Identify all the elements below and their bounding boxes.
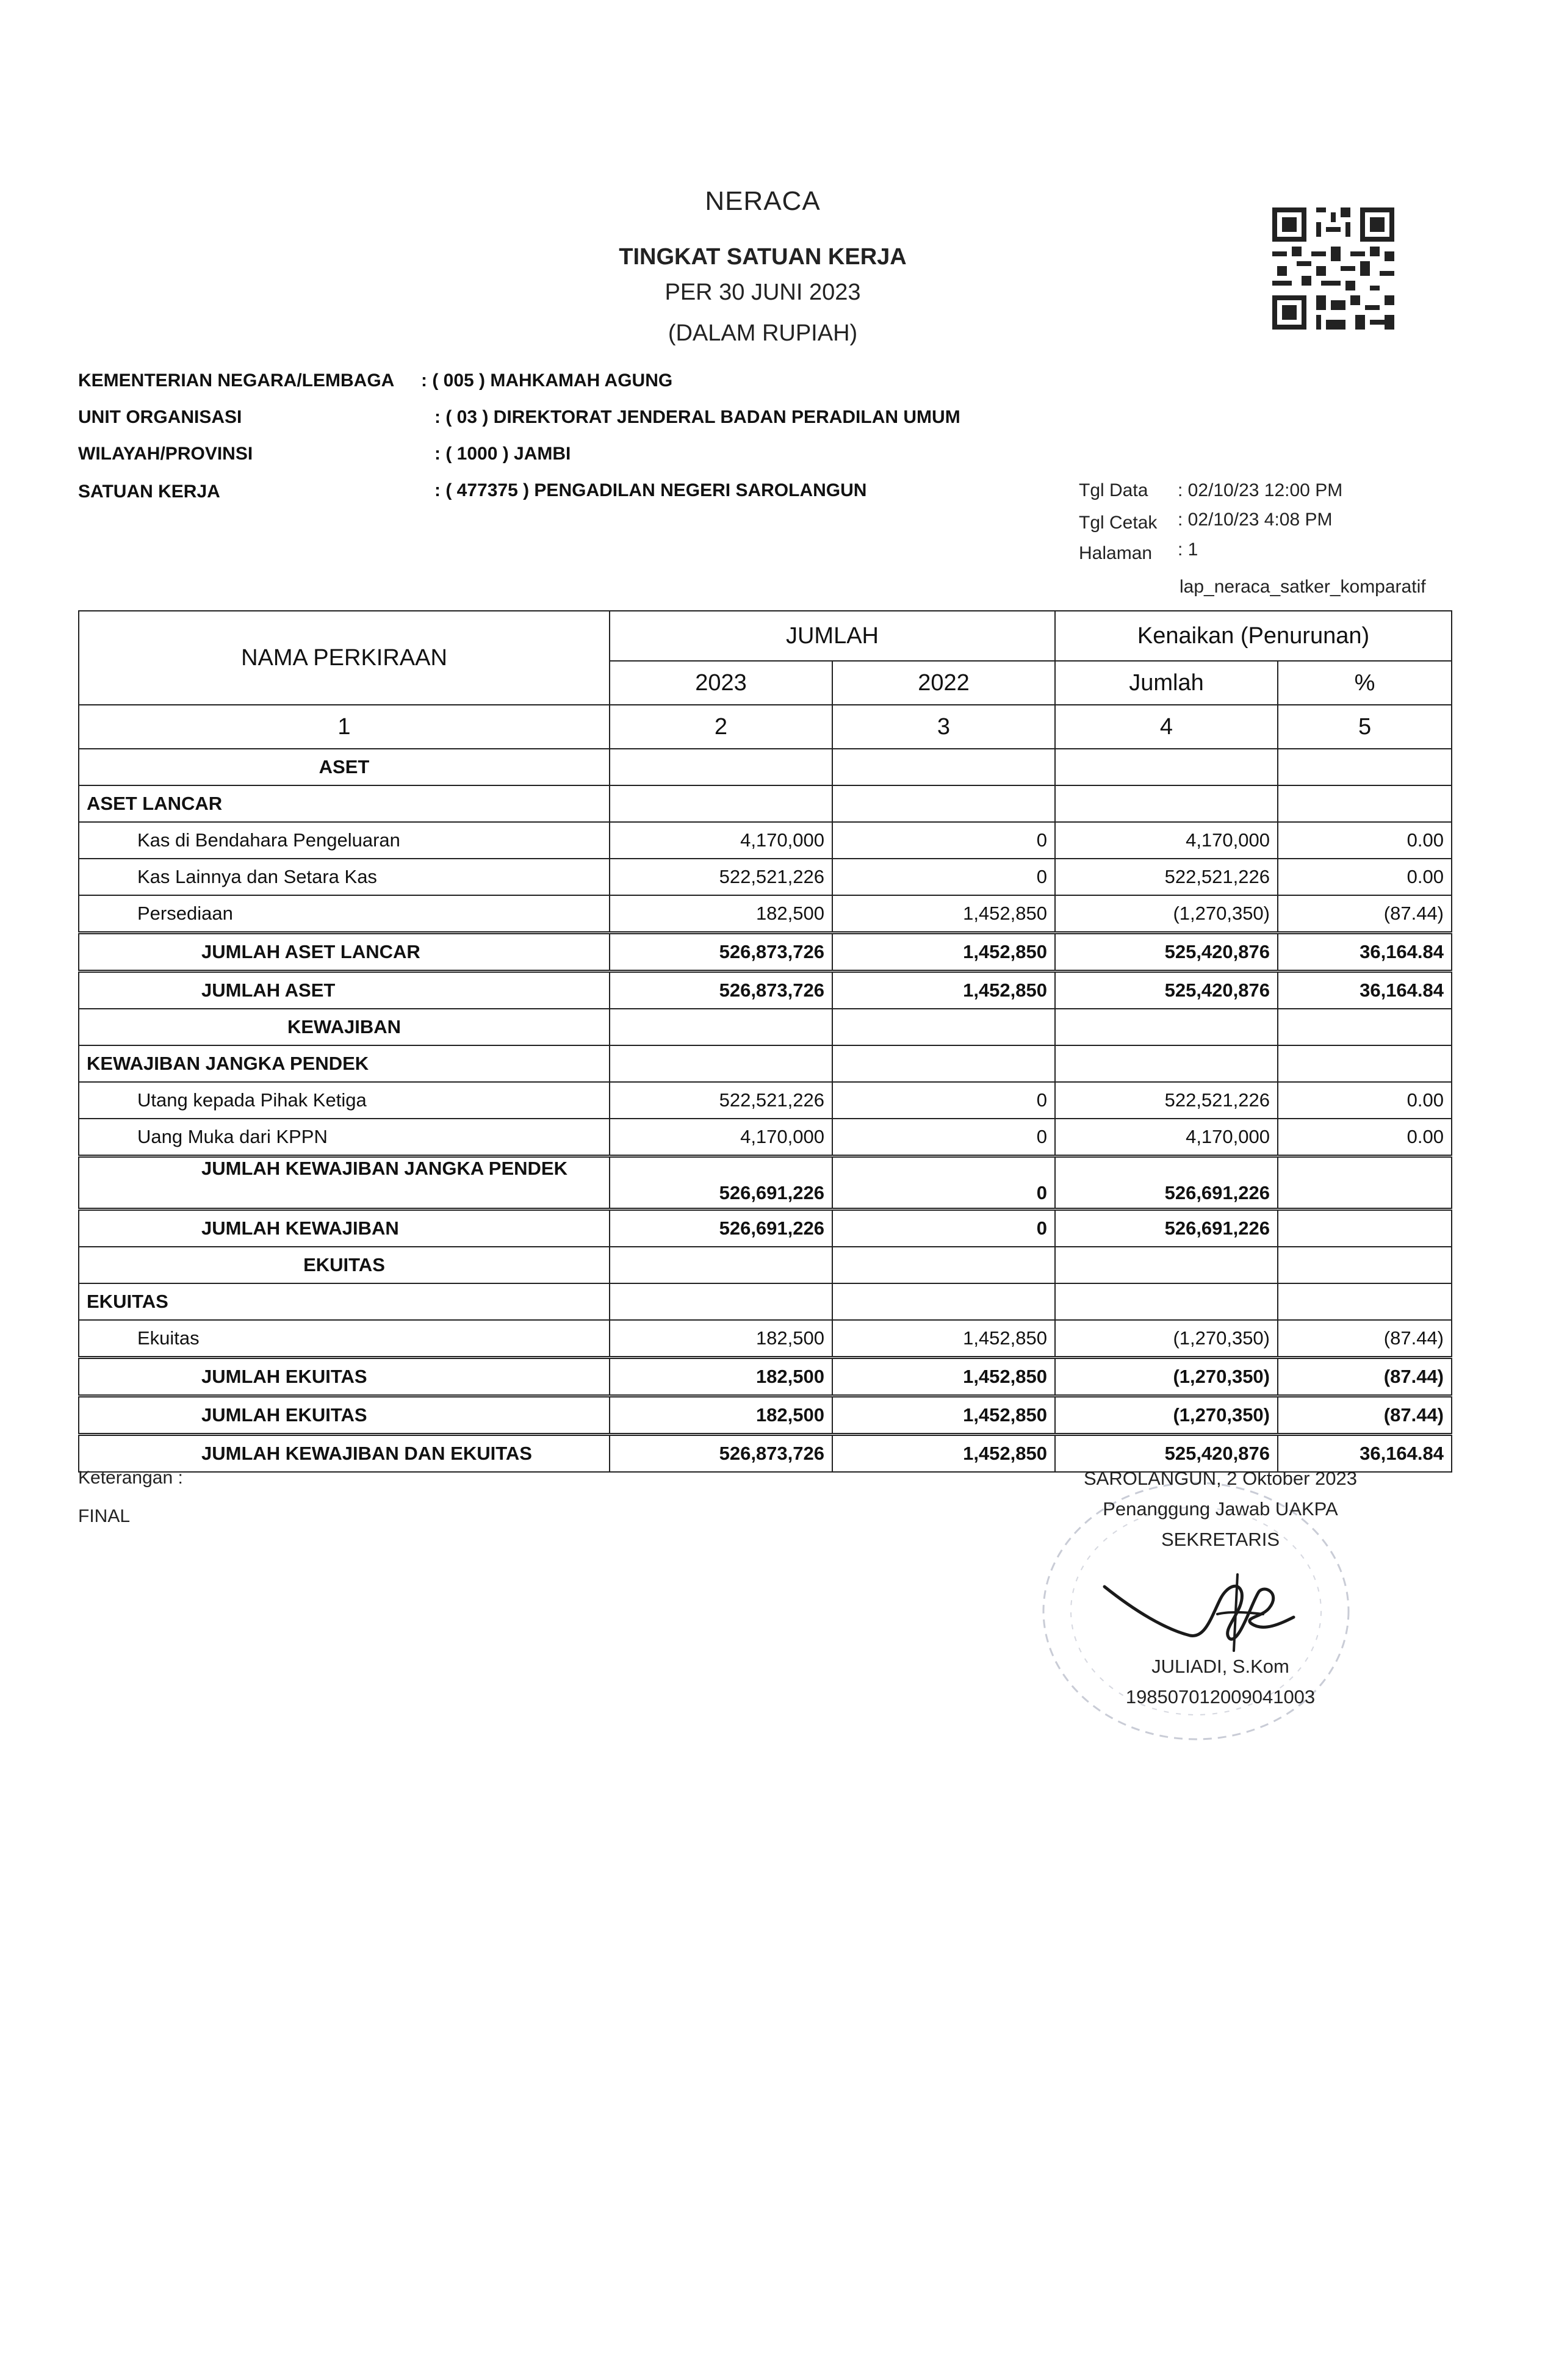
section-heading: EKUITAS xyxy=(79,1247,610,1283)
value-change: (1,270,350) xyxy=(1055,1320,1278,1358)
empty-cell xyxy=(610,1283,832,1320)
empty-cell xyxy=(610,1045,832,1082)
empty-cell xyxy=(832,785,1055,822)
group-heading: ASET LANCAR xyxy=(79,785,610,822)
tgl-cetak-label: Tgl Cetak xyxy=(1079,513,1158,533)
table-row xyxy=(79,1045,1452,1082)
empty-cell xyxy=(1055,1045,1278,1082)
value-2023: 182,500 xyxy=(610,1320,832,1358)
table-row xyxy=(79,822,1452,859)
header-jumlah: JUMLAH xyxy=(610,611,1055,661)
table-row xyxy=(79,1435,1452,1473)
tgl-data-label: Tgl Data xyxy=(1079,480,1148,500)
total-label: JUMLAH ASET LANCAR xyxy=(79,933,610,972)
col-number-1: 1 xyxy=(79,705,610,749)
balance-sheet-table xyxy=(78,610,1452,1473)
table-row xyxy=(79,1082,1452,1119)
value-2022: 0 xyxy=(832,1119,1055,1156)
table-row xyxy=(79,785,1452,822)
header-kenaikan: Kenaikan (Penurunan) xyxy=(1055,611,1452,661)
section-heading: ASET xyxy=(79,749,610,785)
empty-cell xyxy=(1055,785,1278,822)
info-value-unit-organisasi: : ( 03 ) DIREKTORAT JENDERAL BADAN PERADILAN UMUM xyxy=(434,407,960,427)
empty-cell xyxy=(610,1247,832,1283)
account-name: Ekuitas xyxy=(79,1320,610,1358)
empty-cell xyxy=(1278,785,1452,822)
section-heading: KEWAJIBAN xyxy=(79,1009,610,1045)
value-percent: 36,164.84 xyxy=(1278,1435,1452,1473)
value-percent: (87.44) xyxy=(1278,1396,1452,1435)
value-2023: 526,691,226 xyxy=(610,1210,832,1247)
value-percent: 36,164.84 xyxy=(1278,933,1452,972)
empty-cell xyxy=(832,1045,1055,1082)
empty-cell xyxy=(1055,1283,1278,1320)
halaman-label: Halaman xyxy=(1079,543,1153,563)
account-name: Kas Lainnya dan Setara Kas xyxy=(79,859,610,895)
value-2022: 1,452,850 xyxy=(832,1396,1055,1435)
value-2022: 1,452,850 xyxy=(832,972,1055,1009)
halaman-value: : 1 xyxy=(1178,539,1198,560)
table-row xyxy=(79,1119,1452,1156)
value-2022: 0 xyxy=(832,822,1055,859)
empty-cell xyxy=(832,749,1055,785)
value-2022: 1,452,850 xyxy=(832,1320,1055,1358)
value-2023: 4,170,000 xyxy=(610,822,832,859)
account-name: Persediaan xyxy=(79,895,610,933)
table-row xyxy=(79,1358,1452,1396)
empty-cell xyxy=(832,1009,1055,1045)
info-label-unit-organisasi: UNIT ORGANISASI xyxy=(78,407,242,427)
value-change: (1,270,350) xyxy=(1055,1358,1278,1396)
value-2023: 522,521,226 xyxy=(610,1082,832,1119)
info-value-satuan-kerja: : ( 477375 ) PENGADILAN NEGERI SAROLANGUN xyxy=(434,480,867,500)
tgl-cetak-value: : 02/10/23 4:08 PM xyxy=(1178,510,1333,530)
value-2023: 4,170,000 xyxy=(610,1119,832,1156)
value-percent: 0.00 xyxy=(1278,1082,1452,1119)
total-label: JUMLAH KEWAJIBAN JANGKA PENDEK xyxy=(79,1156,610,1210)
value-2022: 0 xyxy=(832,859,1055,895)
empty-cell xyxy=(1055,1247,1278,1283)
value-2022: 0 xyxy=(832,1156,1055,1210)
report-status: FINAL xyxy=(78,1506,131,1526)
value-change: 4,170,000 xyxy=(1055,822,1278,859)
empty-cell xyxy=(1278,749,1452,785)
empty-cell xyxy=(610,1009,832,1045)
value-change: 525,420,876 xyxy=(1055,1435,1278,1473)
table-row xyxy=(79,1156,1452,1210)
total-label: JUMLAH EKUITAS xyxy=(79,1396,610,1435)
value-2022: 1,452,850 xyxy=(832,1358,1055,1396)
value-2022: 1,452,850 xyxy=(832,933,1055,972)
account-name: Uang Muka dari KPPN xyxy=(79,1119,610,1156)
value-2023: 526,873,726 xyxy=(610,1435,832,1473)
table-row xyxy=(79,1247,1452,1283)
sign-role: Penanggung Jawab UAKPA xyxy=(1103,1498,1338,1520)
empty-cell xyxy=(832,1247,1055,1283)
empty-cell xyxy=(1278,1009,1452,1045)
col-number-4: 4 xyxy=(1055,705,1278,749)
info-label-kementerian: KEMENTERIAN NEGARA/LEMBAGA xyxy=(78,370,395,391)
col-number-2: 2 xyxy=(610,705,832,749)
value-change: 522,521,226 xyxy=(1055,1082,1278,1119)
header-percent: % xyxy=(1278,661,1452,705)
table-row xyxy=(79,972,1452,1009)
value-2023: 526,873,726 xyxy=(610,933,832,972)
value-percent: 0.00 xyxy=(1278,859,1452,895)
info-value-wilayah: : ( 1000 ) JAMBI xyxy=(434,444,571,464)
tgl-data-value: : 02/10/23 12:00 PM xyxy=(1178,480,1343,500)
signer-nip: 198507012009041003 xyxy=(1125,1686,1316,1707)
value-percent: 0.00 xyxy=(1278,822,1452,859)
value-change: (1,270,350) xyxy=(1055,1396,1278,1435)
empty-cell xyxy=(1278,1247,1452,1283)
keterangan-label: Keterangan : xyxy=(78,1468,183,1488)
header-jumlah-sub: Jumlah xyxy=(1055,661,1278,705)
qr-code-icon xyxy=(1272,207,1394,330)
page-subtitle: TINGKAT SATUAN KERJA xyxy=(619,244,907,270)
table-row xyxy=(79,933,1452,972)
value-2023: 182,500 xyxy=(610,1358,832,1396)
value-change: 525,420,876 xyxy=(1055,972,1278,1009)
currency-unit: (DALAM RUPIAH) xyxy=(668,320,858,346)
value-change: (1,270,350) xyxy=(1055,895,1278,933)
empty-cell xyxy=(1055,1009,1278,1045)
value-change: 4,170,000 xyxy=(1055,1119,1278,1156)
col-number-5: 5 xyxy=(1278,705,1452,749)
empty-cell xyxy=(1278,1045,1452,1082)
value-2023: 526,691,226 xyxy=(610,1156,832,1210)
total-label: JUMLAH EKUITAS xyxy=(79,1358,610,1396)
table-row xyxy=(79,1396,1452,1435)
total-label: JUMLAH KEWAJIBAN xyxy=(79,1210,610,1247)
empty-cell xyxy=(1278,1283,1452,1320)
account-name: Kas di Bendahara Pengeluaran xyxy=(79,822,610,859)
value-percent xyxy=(1278,1156,1452,1210)
value-change: 525,420,876 xyxy=(1055,933,1278,972)
empty-cell xyxy=(610,749,832,785)
table-row xyxy=(79,749,1452,785)
value-percent: (87.44) xyxy=(1278,1320,1452,1358)
total-label: JUMLAH KEWAJIBAN DAN EKUITAS xyxy=(79,1435,610,1473)
value-2022: 1,452,850 xyxy=(832,1435,1055,1473)
table-row xyxy=(79,1320,1452,1358)
header-2023: 2023 xyxy=(610,661,832,705)
empty-cell xyxy=(1055,749,1278,785)
empty-cell xyxy=(832,1283,1055,1320)
table-row xyxy=(79,1210,1452,1247)
info-label-wilayah: WILAYAH/PROVINSI xyxy=(78,444,253,464)
total-label: JUMLAH ASET xyxy=(79,972,610,1009)
report-code: lap_neraca_satker_komparatif xyxy=(1180,577,1426,597)
value-2023: 182,500 xyxy=(610,1396,832,1435)
value-2022: 1,452,850 xyxy=(832,895,1055,933)
value-percent xyxy=(1278,1210,1452,1247)
signer-name: JULIADI, S.Kom xyxy=(1151,1656,1289,1677)
empty-cell xyxy=(610,785,832,822)
table-row xyxy=(79,1009,1452,1045)
value-percent: (87.44) xyxy=(1278,1358,1452,1396)
table-row xyxy=(79,859,1452,895)
header-2022: 2022 xyxy=(832,661,1055,705)
value-change: 522,521,226 xyxy=(1055,859,1278,895)
page-title: NERACA xyxy=(705,186,821,216)
value-2022: 0 xyxy=(832,1210,1055,1247)
value-change: 526,691,226 xyxy=(1055,1210,1278,1247)
group-heading: EKUITAS xyxy=(79,1283,610,1320)
balance-sheet-body xyxy=(79,749,1452,1472)
sign-position: SEKRETARIS xyxy=(1161,1529,1280,1550)
col-number-3: 3 xyxy=(832,705,1055,749)
value-2023: 182,500 xyxy=(610,895,832,933)
account-name: Utang kepada Pihak Ketiga xyxy=(79,1082,610,1119)
table-row xyxy=(79,895,1452,933)
handwritten-signature xyxy=(1098,1556,1318,1666)
info-label-satuan-kerja: SATUAN KERJA xyxy=(78,481,220,502)
value-2023: 526,873,726 xyxy=(610,972,832,1009)
value-2022: 0 xyxy=(832,1082,1055,1119)
table-row xyxy=(79,1283,1452,1320)
value-percent: (87.44) xyxy=(1278,895,1452,933)
value-percent: 36,164.84 xyxy=(1278,972,1452,1009)
info-value-kementerian: : ( 005 ) MAHKAMAH AGUNG xyxy=(421,370,673,391)
header-nama-perkiraan: NAMA PERKIRAAN xyxy=(79,611,610,705)
value-change: 526,691,226 xyxy=(1055,1156,1278,1210)
sign-place-date: SAROLANGUN, 2 Oktober 2023 xyxy=(1084,1468,1357,1489)
value-2023: 522,521,226 xyxy=(610,859,832,895)
value-percent: 0.00 xyxy=(1278,1119,1452,1156)
period-label: PER 30 JUNI 2023 xyxy=(665,279,861,305)
group-heading: KEWAJIBAN JANGKA PENDEK xyxy=(79,1045,610,1082)
